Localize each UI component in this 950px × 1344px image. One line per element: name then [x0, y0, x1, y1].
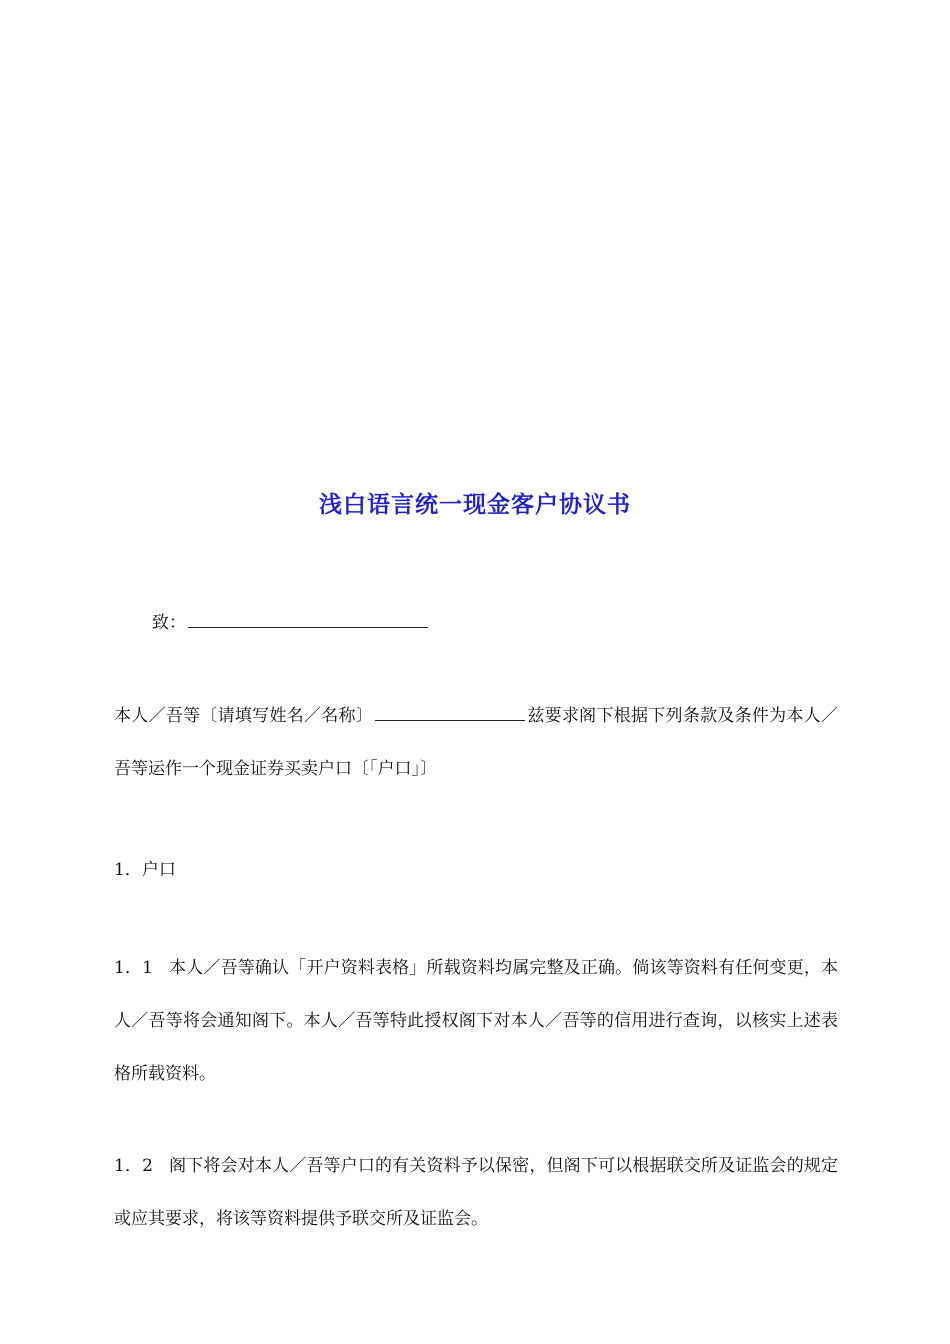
- clause-1-2-text: 阁下将会对本人／吾等户口的有关资料予以保密，但阁下可以根据联交所及证监会的规定或应其要求，将该等资料提供予联交所及证监会。: [114, 1156, 839, 1229]
- addressee-label: 致：: [152, 613, 186, 633]
- intro-text-part1: 本人／吾等〔请填写姓名／名称〕: [114, 706, 374, 726]
- addressee-blank[interactable]: [188, 611, 428, 628]
- intro-paragraph: [114, 690, 838, 796]
- clause-1-1-text: 本人／吾等确认「开户资料表格」所载资料均属完整及正确。倘该等资料有任何变更，本人／吾等将会通知阁下。本人／吾等特此授权阁下对本人／吾等的信用进行查询，以核实上述表格所载资料。: [114, 958, 839, 1084]
- document-title: 浅白语言统一现金客户协议书: [319, 492, 631, 518]
- clause-1-1: [114, 942, 838, 1101]
- section-1-heading: 1．户口: [114, 860, 176, 880]
- name-blank[interactable]: [375, 704, 525, 721]
- clause-1-2-number: 1．2: [114, 1156, 153, 1176]
- clause-1-2: [114, 1140, 838, 1246]
- addressee-line: [152, 608, 428, 633]
- intro-text-part2: 兹要求阁下根据下列条款及条件为本人／吾等运作一个现金证券买卖户口〔「户口」〕: [114, 706, 839, 779]
- clause-1-1-number: 1．1: [114, 958, 153, 978]
